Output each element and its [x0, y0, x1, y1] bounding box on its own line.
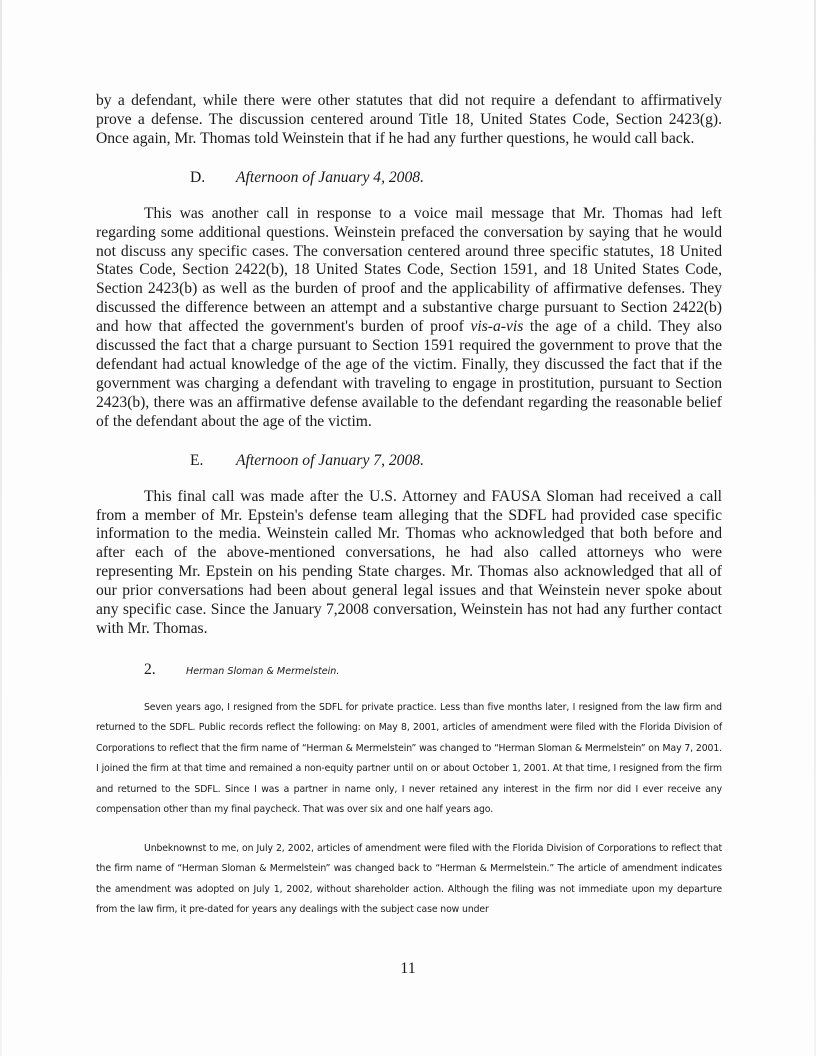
section-e-heading: [96, 451, 722, 470]
page-body: [96, 92, 722, 921]
page-number: 11: [400, 960, 416, 977]
section-2-heading: [96, 660, 722, 681]
paragraph-section-2-second: Unbeknownst to me, on July 2, 2002, articles of amendment were filed with the Florida Division of Corporations to reflect that the firm name of “Herman Sloman & Mermelstein” was changed back to “Herman & Mermelstein.” The article of amendment indicates the amendment was adopted on July 1, 2002, without shareholder action. Although the filing was not immediate upon my departure from the law firm, it pre-dated for years any dealings with the subject case now under: [96, 842, 722, 916]
paragraph-section-2-first: Seven years ago, I resigned from the SDFL for private practice. Less than five months later, I resigned from the law firm and returned to the SDFL. Public records reflect the following: on May 8, 2001, articles of amendment were filed with the Florida Division of Corporations to reflect that the firm name of “Herman & Mermelstein” was changed to “Herman Sloman & Mermelstein” on May 7, 2001. I joined the firm at that time and remained a non-equity partner until on or about October 1, 2001. At that time, I resigned from the firm and returned to the SDFL. Since I was a partner in name only, I never retained any interest in the firm nor did I ever receive any compensation other than my final paycheck. That was over six and one half years ago.: [96, 701, 722, 816]
section-d-heading: [96, 168, 722, 187]
section-2-label: 2.: [144, 660, 156, 678]
paragraph-section-e: This final call was made after the U.S. Attorney and FAUSA Sloman had received a call from a member of Mr. Epstein's defense team alleging that the SDFL had provided case specific information to the media. Weinstein called Mr. Thomas who acknowledged that both before and after each of the above-mentioned conversations, he had also called attorneys who were representing Mr. Epstein on his pending State charges. Mr. Thomas also acknowledged that all of our prior conversations had been about general legal issues and that Weinstein never spoke about any specific case. Since the January 7,2008 conversation, Weinstein has not had any further contact with Mr. Thomas.: [96, 487, 722, 637]
section-e-label: E.: [190, 451, 204, 469]
paragraph-d-part-1: This was another call in response to a voice mail message that Mr. Thomas had left regarding some additional questions. Weinstein prefaced the conversation by saying that he would not discuss any specific cases. The conversation centered around three specific statutes, 18 United States Code, Section 2422(b), 18 United States Code, Section 1591, and 18 United States Code, Section 2423(b) as well as the burden of proof and the applicability of affirmative defenses. They discussed the difference between an attempt and a substantive charge pursuant to Section 2422(b) and how that affected the government's burden of proof: [96, 204, 722, 336]
section-d-title: Afternoon of January 4, 2008.: [236, 168, 424, 186]
scan-edge-left: [0, 0, 2, 1056]
section-e-title: Afternoon of January 7, 2008.: [236, 451, 424, 469]
paragraph-section-d: [96, 205, 722, 432]
paragraph-d-italic: vis-a-vis: [470, 318, 524, 336]
paragraph-continuation: by a defendant, while there were other statutes that did not require a defendant to affirmatively prove a defense. The discussion centered around Title 18, United States Code, Section 2423(g). Once again, Mr. Thomas told Weinstein that if he had any further questions, he would call back.: [96, 92, 722, 147]
section-d-label: D.: [190, 168, 206, 186]
paragraph-d-part-2: the age of a child. They also discussed the fact that a charge pursuant to Section 1591 required the government to prove that the defendant had actual knowledge of the age of the victim. Finally, they discussed the fact that if the government was charging a defendant with traveling to engage in prostitution, pursuant to Section 2423(b), there was an affirmative defense available to the defendant regarding the reasonable belief of the defendant about the age of the victim.: [96, 318, 722, 430]
section-2-title: Herman Sloman & Mermelstein.: [186, 665, 340, 677]
